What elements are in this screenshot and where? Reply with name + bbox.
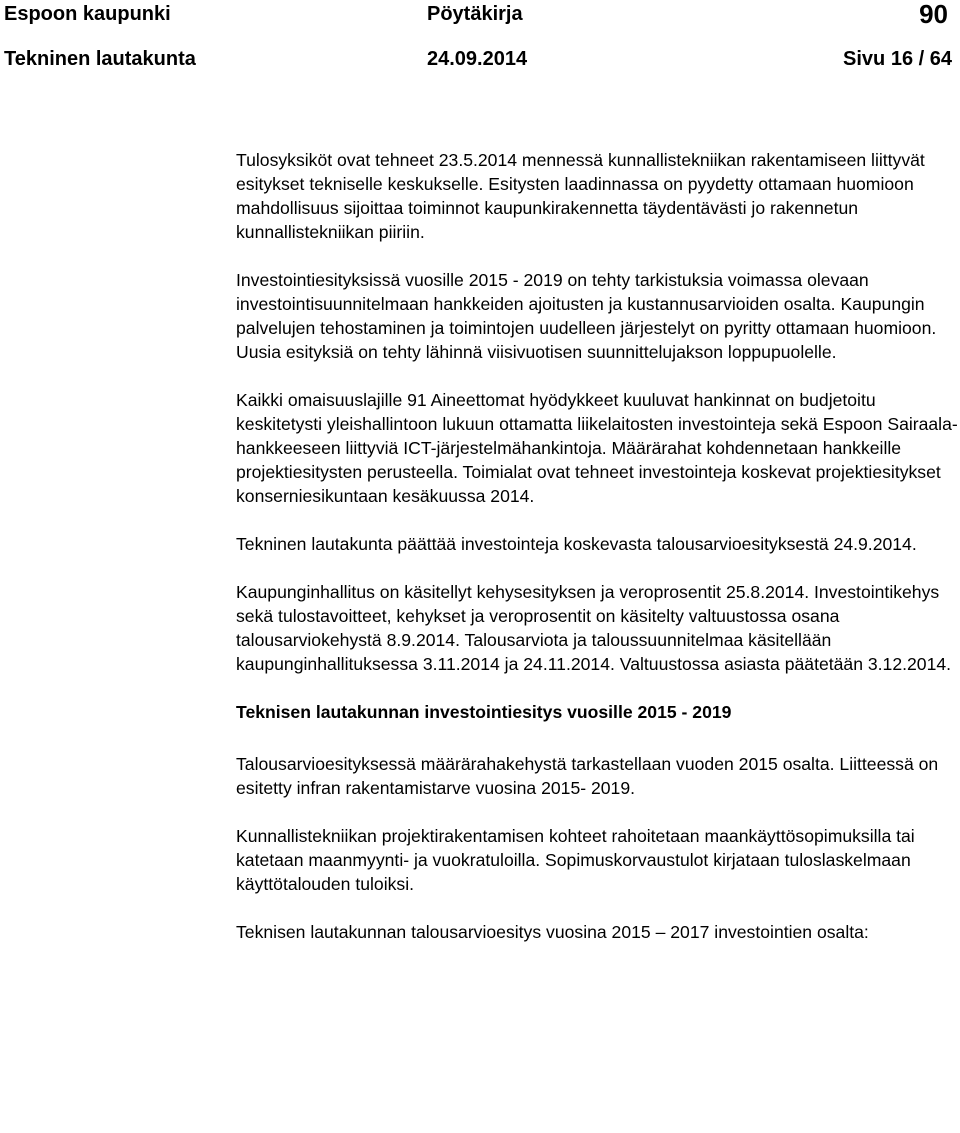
organization-name: Espoon kaupunki [4,3,171,25]
document-type: Pöytäkirja [427,3,523,25]
paragraph: Kaupunginhallitus on käsitellyt kehysesityksen ja veroprosentit 25.8.2014. Investointikehys sekä tulostavoitteet, kehykset ja veroprosentit on käsitelty valtuustossa osana talousarviokehystä 8.9.2014. Talousarviota ja taloussuunnitelmaa käsitellään kaupunginhallituksessa 3.11.2014 ja 24.11.2014. Valtuustossa asiasta päätetään 3.12.2014. [236,582,952,674]
paragraph: Kaikki omaisuuslajille 91 Aineettomat hyödykkeet kuuluvat hankinnat on budjetoitu keskitetysti yleishallintoon lukuun ottamatta liikelaitosten investointeja sekä Espoon Sairaala-hankkeeseen liittyviä ICT-järjestelmähankintoja. Määrärahat kohdennetaan hankkeille projektiesitysten perusteella. Toimialat ovat tehneet investointeja koskevat projektiesitykset konserniesikuntaan kesäkuussa 2014. [236,390,958,506]
committee-name: Tekninen lautakunta [4,48,196,70]
section-number: 90 [919,0,948,29]
paragraph: Tekninen lautakunta päättää investointeja koskevasta talousarvioesityksestä 24.9.2014. [236,534,917,554]
paragraph: Tulosyksiköt ovat tehneet 23.5.2014 mennessä kunnallistekniikan rakentamiseen liittyvät esitykset tekniselle keskukselle. Esitysten laadinnassa on pyydetty ottamaan huomioon mahdollisuus sijoittaa toiminnot kaupunkirakennetta täydentävästi jo rakennetun kunnallistekniikan piiriin. [236,150,925,242]
meeting-date: 24.09.2014 [427,48,528,70]
paragraph: Teknisen lautakunnan talousarvioesitys vuosina 2015 – 2017 investointien osalta: [236,922,869,942]
page-number: Sivu 16 / 64 [843,48,952,70]
paragraph: Kunnallistekniikan projektirakentamisen kohteet rahoitetaan maankäyttösopimuksilla tai katetaan maanmyynti- ja vuokratuloilla. Sopimuskorvaustulot kirjataan tuloslaskelmaan käyttötalouden tuloiksi. [236,826,915,894]
paragraph: Talousarvioesityksessä määrärahakehystä tarkastellaan vuoden 2015 osalta. Liitteessä on esitetty infran rakentamistarve vuosina 2015- 2019. [236,754,939,798]
document-body [236,148,960,944]
paragraph: Investointiesityksissä vuosille 2015 - 2019 on tehty tarkistuksia voimassa olevaan investointisuunnitelmaan hankkeiden ajoitusten ja kustannusarvioiden osalta. Kaupungin palvelujen tehostaminen ja toimintojen uudelleen järjestelyt on pyritty ottamaan huomioon. Uusia esityksiä on tehty lähinnä viisivuotisen suunnittelujakson loppupuolelle. [236,270,937,362]
section-heading: Teknisen lautakunnan investointiesitys vuosille 2015 - 2019 [236,702,732,722]
